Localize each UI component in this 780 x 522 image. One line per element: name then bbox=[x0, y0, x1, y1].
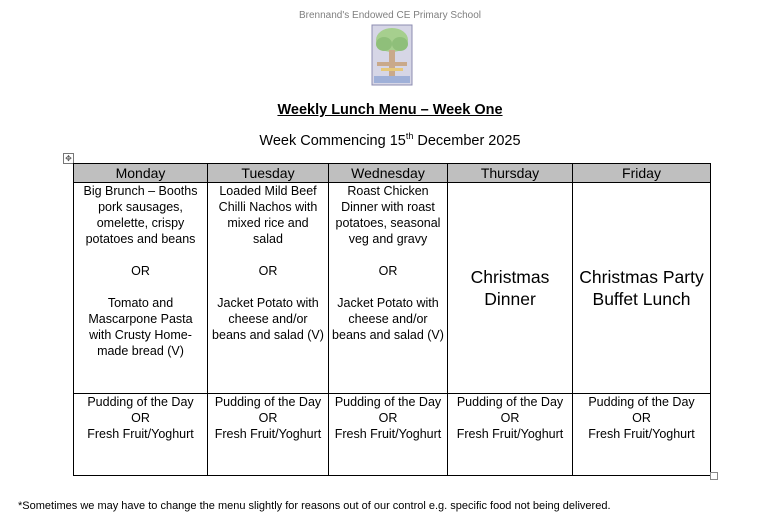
footnote: *Sometimes we may have to change the menu slightly for reasons out of our control e.g. specific food not being delivered. bbox=[18, 500, 611, 512]
main-meal-tuesday: Loaded Mild Beef Chilli Nachos with mixed rice and salad OR Jacket Potato with cheese and/or beans and salad (V) bbox=[208, 183, 329, 394]
main-meal-thursday: Christmas Dinner bbox=[448, 183, 573, 394]
main-meal-wednesday: Roast Chicken Dinner with roast potatoes, seasonal veg and gravy OR Jacket Potato with cheese and/or beans and salad (V) bbox=[329, 183, 448, 394]
pudding-thursday: Pudding of the Day OR Fresh Fruit/Yoghurt bbox=[448, 394, 573, 476]
table-move-handle-icon[interactable]: ✥ bbox=[63, 153, 74, 164]
pudding-friday: Pudding of the Day OR Fresh Fruit/Yoghurt bbox=[573, 394, 711, 476]
pudding-wednesday: Pudding of the Day OR Fresh Fruit/Yoghurt bbox=[329, 394, 448, 476]
column-header-friday: Friday bbox=[573, 164, 711, 183]
school-crest-logo bbox=[371, 24, 413, 86]
column-header-wednesday: Wednesday bbox=[329, 164, 448, 183]
column-header-thursday: Thursday bbox=[448, 164, 573, 183]
table-resize-handle-icon[interactable] bbox=[710, 472, 718, 480]
week-commencing: Week Commencing 15th December 2025 bbox=[259, 131, 521, 149]
column-header-monday: Monday bbox=[74, 164, 208, 183]
lunch-menu-table bbox=[73, 163, 711, 476]
pudding-tuesday: Pudding of the Day OR Fresh Fruit/Yoghurt bbox=[208, 394, 329, 476]
table-row-pudding bbox=[74, 394, 711, 476]
menu-title: Weekly Lunch Menu – Week One bbox=[277, 102, 503, 118]
main-meal-monday: Big Brunch – Booths pork sausages, omelette, crispy potatoes and beans OR Tomato and Mascarpone Pasta with Crusty Home-made bread (V) bbox=[74, 183, 208, 394]
column-header-tuesday: Tuesday bbox=[208, 164, 329, 183]
table-row-main-meal bbox=[74, 183, 711, 394]
school-name: Brennand's Endowed CE Primary School bbox=[298, 10, 481, 21]
main-meal-friday: Christmas Party Buffet Lunch bbox=[573, 183, 711, 394]
pudding-monday: Pudding of the Day OR Fresh Fruit/Yoghurt bbox=[74, 394, 208, 476]
